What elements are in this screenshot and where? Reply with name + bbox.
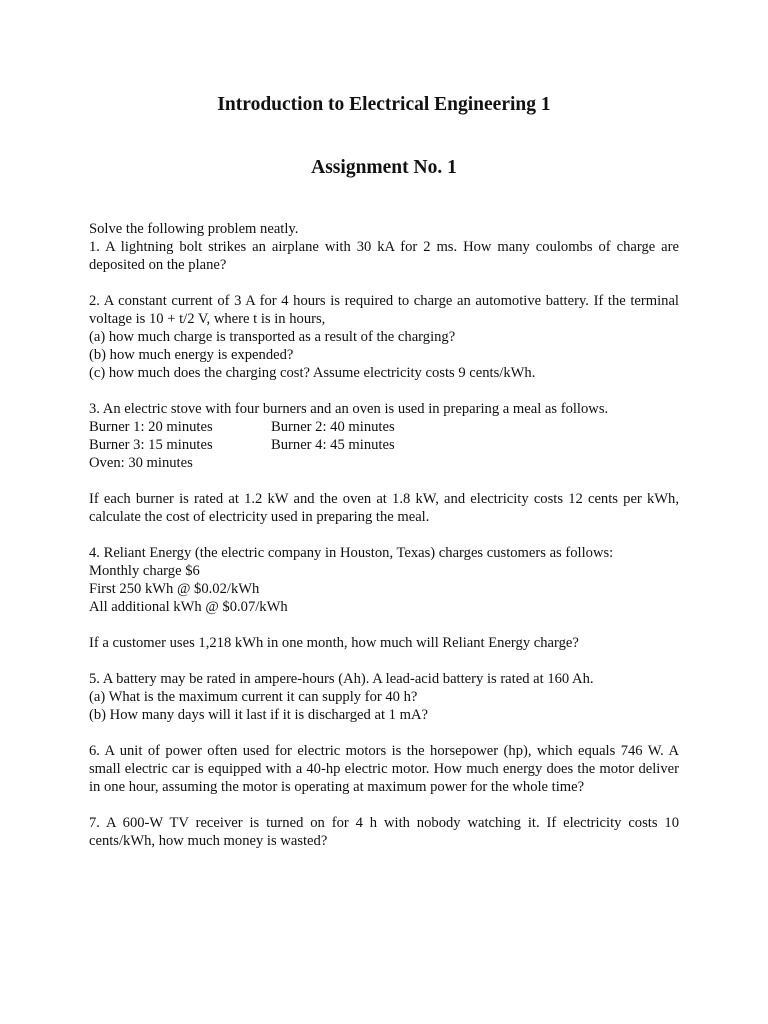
monthly-charge-line: Monthly charge $6 <box>89 563 200 579</box>
appliance-row <box>89 436 679 454</box>
burner-1-time: Burner 1: 20 minutes <box>89 419 213 435</box>
problem-7-text: 7. A 600-W TV receiver is turned on for 4 h with nobody watching it. If electricity costs 10 cents/kWh, how much money is wasted? <box>89 815 679 849</box>
appliance-row <box>89 454 679 472</box>
problem-3-question: If each burner is rated at 1.2 kW and the oven at 1.8 kW, and electricity costs 12 cents per kWh, calculate the cost of electricity used in preparing the meal. <box>89 491 679 525</box>
problem-3-block <box>89 400 679 472</box>
document-body <box>89 220 679 868</box>
problem-4-question: If a customer uses 1,218 kWh in one month, how much will Reliant Energy charge? <box>89 635 579 651</box>
problem-5-stem: 5. A battery may be rated in ampere-hours (Ah). A lead-acid battery is rated at 160 Ah. <box>89 671 594 687</box>
burner-2-time: Burner 2: 40 minutes <box>271 419 395 435</box>
first-tier-rate-line: First 250 kWh @ $0.02/kWh <box>89 581 260 597</box>
problem-4-question-block <box>89 634 679 652</box>
problem-5-part-a: (a) What is the maximum current it can supply for 40 h? <box>89 689 418 705</box>
problem-2-block <box>89 292 679 382</box>
problem-4-block <box>89 544 679 616</box>
problem-2-part-b: (b) how much energy is expended? <box>89 347 294 363</box>
problem-2-part-a: (a) how much charge is transported as a result of the charging? <box>89 329 456 345</box>
problem-1-text: 1. A lightning bolt strikes an airplane with 30 kA for 2 ms. How many coulombs of charge are deposited on the plane? <box>89 239 679 273</box>
problem-5-part-b: (b) How many days will it last if it is discharged at 1 mA? <box>89 707 428 723</box>
problem-2-stem: 2. A constant current of 3 A for 4 hours is required to charge an automotive battery. If the terminal voltage is 10 + t/2 V, where t is in hours, <box>89 293 679 327</box>
problem-3-stem: 3. An electric stove with four burners and an oven is used in preparing a meal as follows. <box>89 401 609 417</box>
instructions-text: Solve the following problem neatly. <box>89 221 299 237</box>
problem-7-block <box>89 814 679 850</box>
problem-4-stem: 4. Reliant Energy (the electric company in Houston, Texas) charges customers as follows: <box>89 545 614 561</box>
problem-3-question-block <box>89 490 679 526</box>
problem-5-block <box>89 670 679 724</box>
burner-4-time: Burner 4: 45 minutes <box>271 437 395 453</box>
additional-rate-line: All additional kWh @ $0.07/kWh <box>89 599 288 615</box>
oven-time: Oven: 30 minutes <box>89 455 193 471</box>
problem-1-block <box>89 220 679 274</box>
document-title: Introduction to Electrical Engineering 1 <box>217 94 551 115</box>
problem-6-text: 6. A unit of power often used for electric motors is the horsepower (hp), which equals 746 W. A small electric car is equipped with a 40-hp electric motor. How much energy does the motor deliver in one hour, assuming the motor is operating at maximum power for the whole time? <box>89 743 679 795</box>
burner-3-time: Burner 3: 15 minutes <box>89 437 213 453</box>
assignment-title: Assignment No. 1 <box>311 157 457 178</box>
appliance-row <box>89 418 679 436</box>
problem-2-part-c: (c) how much does the charging cost? Assume electricity costs 9 cents/kWh. <box>89 365 536 381</box>
problem-6-block <box>89 742 679 796</box>
